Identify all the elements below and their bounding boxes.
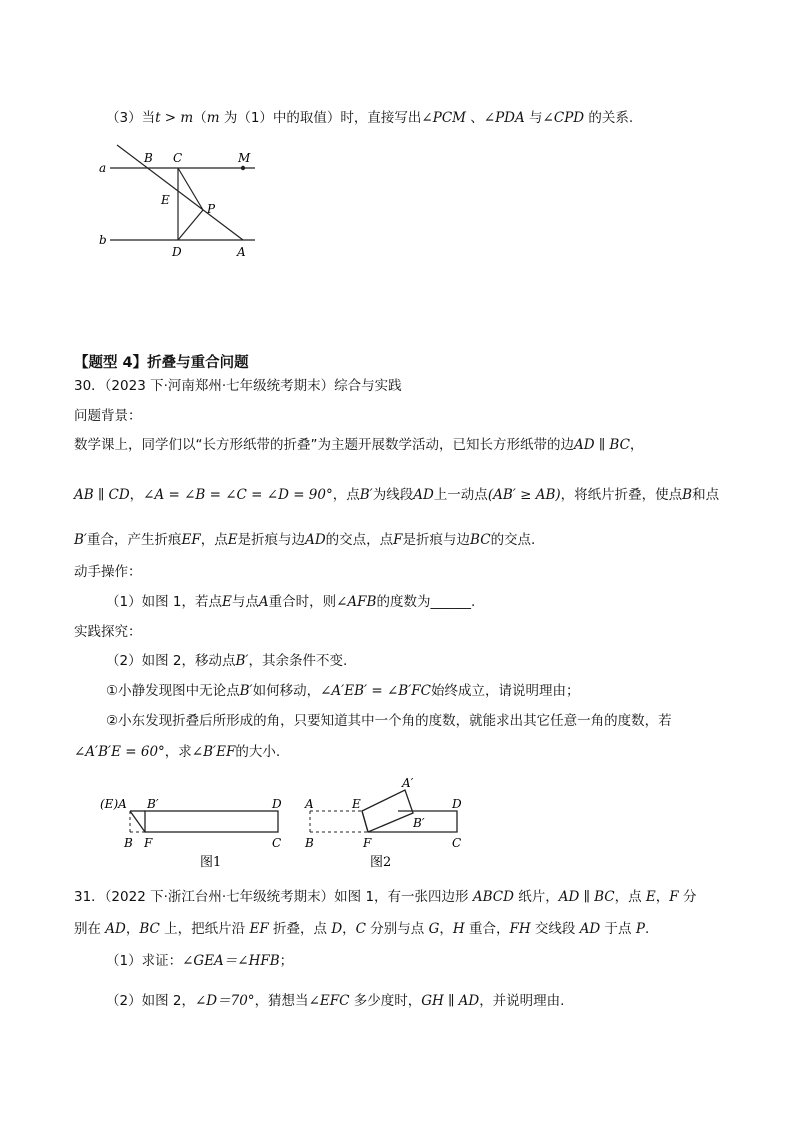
math-expr: AD	[579, 921, 601, 937]
math-expr: B′	[74, 532, 87, 548]
q30-line2	[74, 485, 719, 505]
text-run: .	[644, 921, 650, 937]
math-expr: ∠GEA＝∠HFB	[182, 953, 280, 969]
text-run: （1）求证：	[106, 953, 183, 969]
fig1-label-D: D	[272, 797, 282, 811]
text-run: ，其余条件不变.	[248, 653, 348, 669]
text-run: ，	[125, 921, 140, 937]
text-run: 数学课上，同学们以“长方形纸带的折叠”为主题开展数学活动，已知长方形纸带的边	[74, 437, 574, 453]
fig2-label-F: F	[363, 836, 372, 850]
math-expr: BC	[470, 532, 491, 548]
q30-line1	[74, 435, 643, 455]
math-expr: F	[669, 889, 679, 905]
math-expr: ∠A′EB′ = ∠B′FC	[320, 683, 431, 699]
text-run: ，	[342, 921, 356, 937]
point-M	[241, 166, 245, 170]
q30-part2	[106, 651, 347, 671]
math-expr: B′	[239, 683, 253, 699]
q30-header: 30．（2023 下·河南郑州·七年级统考期末）综合与实践	[74, 378, 402, 394]
text-run: 的交点，点	[325, 532, 394, 548]
text-run: ，点	[332, 487, 360, 503]
math-expr: ∠B′EF	[191, 744, 236, 760]
text-run: 交线段	[530, 921, 580, 937]
math-expr: ∠D＝70°	[194, 993, 255, 1009]
text-run: ，将纸片折叠，使点	[560, 487, 683, 503]
q30-background-title: 问题背景：	[74, 408, 142, 424]
fig2-label-B: B	[305, 836, 314, 850]
text-run: （	[193, 110, 207, 126]
math-expr: P	[635, 921, 645, 937]
text-run: ，	[439, 921, 453, 937]
q31-part1	[106, 951, 293, 971]
math-expr: AB ∥ CD	[74, 487, 130, 503]
math-expr: EF	[249, 921, 269, 937]
math-expr: F	[393, 532, 403, 548]
text-run: （3）当	[106, 110, 156, 126]
text-run: 重合时，则	[268, 594, 337, 610]
text-run: 与	[524, 110, 543, 126]
text-run: 的交点.	[490, 532, 536, 548]
math-expr: ∠PCM	[421, 110, 466, 126]
label-D: D	[172, 245, 182, 259]
text-run: 如何移动，	[252, 683, 321, 699]
figure-folding	[100, 775, 480, 870]
fig2-label-Bprime: B′	[413, 816, 425, 830]
text-run: （2）如图 2，	[106, 993, 195, 1009]
label-E: E	[161, 193, 170, 207]
math-expr: B′	[359, 487, 373, 503]
fig2-label-C: C	[452, 836, 462, 850]
fig1-label-Bprime: B′	[147, 797, 159, 811]
fig1-crease	[130, 811, 145, 832]
text-run: 重合，产生折痕	[87, 532, 182, 548]
q30-claim2-cont	[74, 742, 280, 762]
math-expr: EF	[181, 532, 201, 548]
math-expr: FH	[509, 921, 531, 937]
math-expr: (AB′ ≥ AB)	[487, 487, 561, 503]
text-run: 别在	[74, 921, 106, 937]
text-run: 31．（2022 下·浙江台州·七年级统考期末）如图 1，有一张四边形	[74, 889, 473, 905]
math-expr: GH ∥ AD	[421, 993, 480, 1009]
math-expr: AD ∥ BC	[558, 889, 615, 905]
label-b: b	[99, 233, 107, 247]
q30-operation-title: 动手操作：	[74, 564, 142, 580]
text-run: 纸片，	[513, 889, 559, 905]
math-expr: E	[645, 889, 656, 905]
text-run: 分别与点	[365, 921, 429, 937]
math-expr: AD	[413, 487, 434, 503]
fig1-label-C: C	[272, 836, 282, 850]
text-run: 分	[678, 889, 697, 905]
math-expr: H	[452, 921, 465, 937]
fig2-label-Aprime: A′	[402, 776, 414, 790]
text-run: 于点	[600, 921, 636, 937]
q31-line2	[74, 919, 649, 939]
text-run: ①小静发现图中无论点	[106, 683, 240, 699]
math-expr: m	[206, 110, 220, 126]
text-run: 的大小.	[235, 744, 281, 760]
fig1-caption: 图1	[200, 855, 222, 870]
text-run: 的关系.	[584, 110, 634, 126]
label-A: A	[237, 245, 246, 259]
fig1-label-EA: (E)A	[100, 797, 127, 811]
math-expr: AD ∥ BC	[574, 437, 630, 453]
math-expr: D	[331, 921, 343, 937]
math-expr: ∠A′B′E = 60°	[74, 744, 165, 760]
q30-line3	[74, 530, 535, 550]
math-expr: E	[227, 532, 238, 548]
math-expr: BC	[139, 921, 160, 937]
text-run: ，点	[614, 889, 646, 905]
text-run: ，	[629, 437, 644, 453]
text-run: 上，把纸片沿	[159, 921, 250, 937]
text-run: 多少度时，	[349, 993, 422, 1009]
math-expr: AD	[305, 532, 326, 548]
q30-explore-title: 实践探究：	[74, 624, 142, 640]
fig2-label-A: A	[305, 797, 314, 811]
math-expr: ∠AFB	[336, 594, 377, 610]
math-expr: ∠EFC	[308, 993, 350, 1009]
q30-claim1	[106, 681, 579, 701]
math-expr: ∠PDA	[483, 110, 525, 126]
text-run: 是折痕与边	[402, 532, 471, 548]
text-run: 为线段	[372, 487, 414, 503]
fig1-label-B: B	[124, 836, 133, 850]
math-expr: t > m	[155, 110, 194, 126]
fig1-label-F: F	[144, 836, 153, 850]
fig1-strip	[145, 811, 278, 832]
math-expr: G	[428, 921, 440, 937]
math-expr: ∠CPD	[542, 110, 585, 126]
text-run: 和点	[692, 487, 720, 503]
q31-line1	[74, 887, 696, 907]
text-run: ，求	[164, 744, 192, 760]
label-C: C	[173, 151, 183, 165]
text-run: ，	[129, 487, 144, 503]
text-run: 为（1）中的取值）时，直接写出	[219, 110, 422, 126]
text-run: （1）如图 1，若点	[106, 594, 222, 610]
q30-part1	[106, 592, 475, 612]
text-run: 折叠，点	[268, 921, 332, 937]
math-expr: ∠A = ∠B = ∠C = ∠D = 90°	[143, 487, 333, 503]
segment-CP	[178, 168, 203, 210]
math-expr: C	[355, 921, 366, 937]
text-run: ；	[279, 953, 294, 969]
text-run: ，并说明理由.	[479, 993, 565, 1009]
figure-parallel-lines	[95, 140, 270, 265]
math-expr: A	[258, 594, 269, 610]
text-run: 重合，	[464, 921, 510, 937]
text-run: ，点	[200, 532, 228, 548]
text-run: 的度数为______.	[376, 594, 476, 610]
text-run: 与点	[231, 594, 259, 610]
text-run: 上一动点	[433, 487, 488, 503]
label-P: P	[207, 202, 216, 216]
q31-part2	[106, 991, 564, 1011]
text-run: 始终成立，请说明理由；	[430, 683, 580, 699]
text-run: 、	[465, 110, 484, 126]
segment-DP	[178, 210, 203, 240]
text-run: ，猜想当	[254, 993, 309, 1009]
label-a: a	[99, 161, 107, 175]
text-run: 是折痕与边	[237, 532, 306, 548]
text-run: ，	[655, 889, 670, 905]
fig2-label-D: D	[452, 797, 462, 811]
math-expr: E	[221, 594, 232, 610]
text-run: （2）如图 2，移动点	[106, 653, 236, 669]
label-B: B	[144, 151, 153, 165]
math-expr: AD	[105, 921, 126, 937]
q29-part3-text	[106, 108, 633, 128]
fig2-caption: 图2	[370, 855, 392, 870]
math-expr: B	[682, 487, 693, 503]
section-heading: 【题型 4】折叠与重合问题	[74, 355, 249, 371]
q30-claim2: ②小东发现折叠后所形成的角，只要知道其中一个角的度数，就能求出其它任意一角的度数，若	[106, 713, 672, 729]
label-M: M	[238, 151, 251, 165]
fig2-label-E: E	[352, 797, 361, 811]
math-expr: B′	[235, 653, 249, 669]
math-expr: ABCD	[472, 889, 514, 905]
